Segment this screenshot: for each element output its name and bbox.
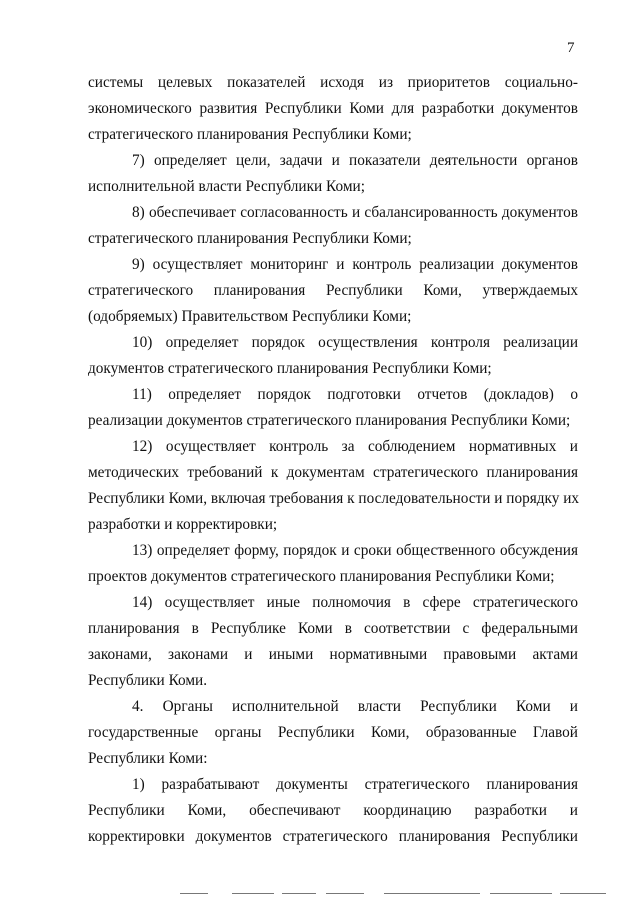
footer-rule xyxy=(490,893,552,894)
text-line: 4. Органы исполнительной власти Республики Коми и xyxy=(132,698,578,715)
text-line: 8) обеспечивает согласованность и сбалансированность документов xyxy=(132,204,578,221)
page-number: 7 xyxy=(567,40,575,56)
text-line: разработки и корректировки; xyxy=(88,516,278,533)
text-line: стратегического планирования Республики Коми; xyxy=(88,126,412,143)
text-line: 10) определяет порядок осуществления контроля реализации xyxy=(132,334,578,351)
text-line: экономического развития Республики Коми для разработки документов xyxy=(88,100,578,117)
footer-rule xyxy=(282,893,316,894)
footer-rule xyxy=(180,893,208,894)
text-line: 14) осуществляет иные полномочия в сфере стратегического xyxy=(132,594,578,611)
text-line: Республики Коми, включая требования к последовательности и порядку их xyxy=(88,490,580,507)
text-line: исполнительной власти Республики Коми; xyxy=(88,178,365,195)
text-line: документов стратегического планирования Республики Коми; xyxy=(88,360,492,377)
text-line: проектов документов стратегического планирования Республики Коми; xyxy=(88,568,555,585)
text-line: 13) определяет форму, порядок и сроки общественного обсуждения xyxy=(132,542,578,559)
text-line: (одобряемых) Правительством Республики Коми; xyxy=(88,308,412,325)
text-line: государственные органы Республики Коми, образованные Главой xyxy=(88,724,578,741)
text-line: Республики Коми. xyxy=(88,672,208,689)
text-line: корректировки документов стратегического планирования Республики xyxy=(88,828,578,845)
text-line: Республики Коми, обеспечивают координацию разработки и xyxy=(88,802,578,819)
text-line: 7) определяет цели, задачи и показатели деятельности органов xyxy=(132,152,578,169)
text-line: системы целевых показателей исходя из приоритетов социально- xyxy=(88,74,578,91)
footer-rule xyxy=(326,893,364,894)
text-line: методических требований к документам стратегического планирования xyxy=(88,464,578,481)
text-line: 1) разрабатывают документы стратегического планирования xyxy=(132,776,578,793)
text-line: 12) осуществляет контроль за соблюдением нормативных и xyxy=(132,438,578,455)
text-line: Республики Коми: xyxy=(88,750,208,767)
text-line: реализации документов стратегического планирования Республики Коми; xyxy=(88,412,571,429)
footer-rule xyxy=(232,893,274,894)
footer-rule xyxy=(384,893,480,894)
text-line: планирования в Республике Коми в соответствии с федеральными xyxy=(88,620,578,637)
text-line: 11) определяет порядок подготовки отчетов (докладов) о xyxy=(132,386,578,403)
text-line: стратегического планирования Республики Коми, утверждаемых xyxy=(88,282,578,299)
text-line: законами, законами и иными нормативными правовыми актами xyxy=(88,646,578,663)
text-line: стратегического планирования Республики Коми; xyxy=(88,230,412,247)
footer-rule xyxy=(560,893,606,894)
text-line: 9) осуществляет мониторинг и контроль реализации документов xyxy=(132,256,578,273)
